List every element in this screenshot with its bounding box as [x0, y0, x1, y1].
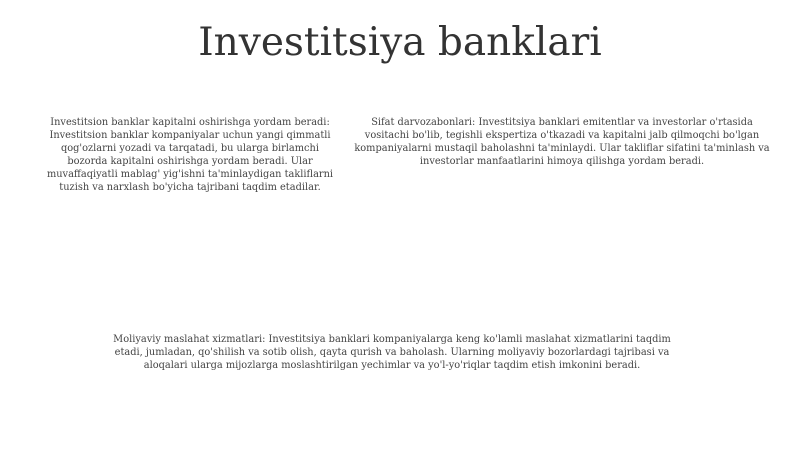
page-title: Investitsiya banklari — [198, 20, 602, 65]
section-quality-gatekeepers: Sifat darvozabonlari: Investitsiya banklari emitentlar va investorlar o'rtasida vositachi bo'lib, tegishli ekspertiza o'tkazadi va kapitalni jalb qilmoqchi bo'lgan kompaniyalarni mustaqil baholashni ta'minlaydi. Ular takliflar sifatini ta'minlash va investorlar manfaatlarini himoya qilishga yordam beradi. — [354, 117, 770, 167]
section-capital-raising: Investitsion banklar kapitalni oshirishga yordam beradi: Investitsion banklar kompaniyalar uchun yangi qimmatli qog'ozlarni yozadi va tarqatadi, bu ularga birlamchi bozorda kapitalni oshirishga yordam beradi. Ular muvaffaqiyatli mablag' yig'ishni ta'minlaydigan takliflarni tuzish va narxlash bo'yicha tajribani taqdim etadilar. — [46, 117, 334, 193]
section-financial-advisory: Moliyaviy maslahat xizmatlari: Investitsiya banklari kompaniyalarga keng ko'lamli maslahat xizmatlarini taqdim etadi, jumladan, qo'shilish va sotib olish, qayta qurish va baholash. Ularning moliyaviy bozorlardagi tajribasi va aloqalari ularga mijozlarga moslashtirilgan yechimlar va yo'l-yo'riqlar taqdim etish imkonini beradi. — [113, 334, 671, 371]
